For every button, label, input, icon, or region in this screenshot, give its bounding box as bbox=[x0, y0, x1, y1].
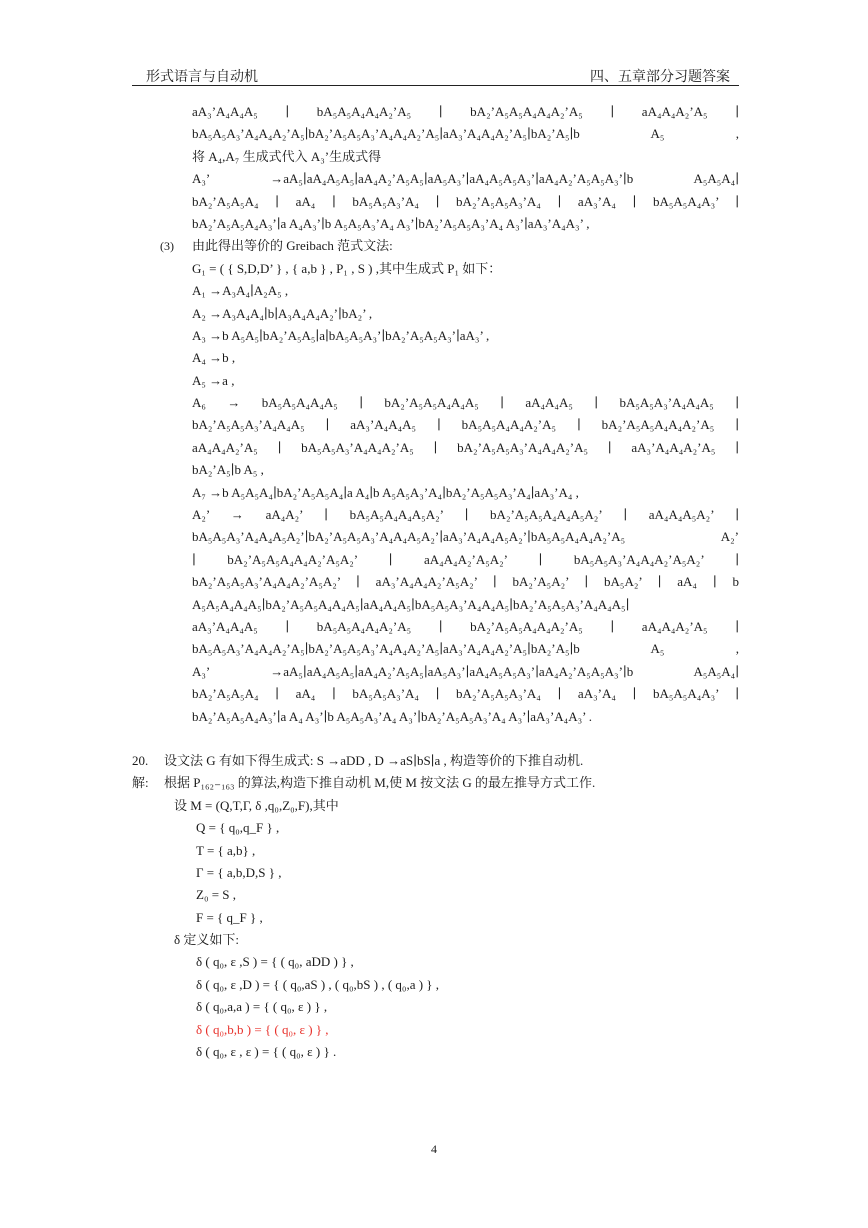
delta-line: δ ( q₀, ε ,S ) = { ( q₀, aDD ) } , bbox=[196, 954, 354, 970]
production-line: aA₃’A₄A₄A₅ ∣ bA₅A₅A₄A₄A₂’A₅ ∣ bA₂’A₅A₅A₄A₄A₂’A₅ ∣ aA₄A₄A₂’A₅ ∣ bbox=[192, 618, 739, 634]
production-line: A₅A₅A₄A₄A₅∣bA₂’A₅A₅A₄A₄A₅∣aA₄A₄A₅∣bA₅A₅A₃’A₄A₄A₅∣bA₂’A₅A₅A₃’A₄A₄A₅∣ bbox=[192, 596, 630, 612]
production-line: A₂’ → aA₄A₂’ ∣ bA₅A₅A₄A₄A₅A₂’ ∣ bA₂’A₅A₅A₄A₄A₅A₂’ ∣ aA₄A₄A₅A₂’ ∣ bbox=[192, 507, 739, 523]
problem-number: 20. bbox=[132, 752, 149, 768]
item-number: (3) bbox=[160, 239, 174, 254]
production-line: bA₅A₅A₃’A₄A₄A₂’A₅∣bA₂’A₅A₅A₃’A₄A₄A₂’A₅∣aA₃’A₄A₄A₂’A₅∣bA₂’A₅∣b A₅ , bbox=[192, 126, 739, 142]
delta-intro: δ 定义如下: bbox=[174, 932, 239, 948]
header-rule bbox=[132, 85, 739, 86]
production-line: bA₂’A₅A₅A₄ ∣ aA₄ ∣ bA₅A₅A₃’A₄ ∣ bA₂’A₅A₅A₃’A₄ ∣ aA₃’A₄ ∣ bA₅A₅A₄A₃’ ∣ bbox=[192, 686, 739, 702]
production-line: bA₂’A₅A₅A₄A₃’∣a A₄A₃’∣b A₅A₅A₃’A₄ A₃’∣bA₂’A₅A₅A₃’A₄ A₃’∣aA₃’A₄A₃’ , bbox=[192, 215, 590, 231]
production-line: bA₂’A₅A₅A₄A₃’∣a A₄ A₃’∣b A₅A₅A₃’A₄ A₃’∣bA₂’A₅A₅A₃’A₄ A₃’∣aA₃’A₄A₃’ . bbox=[192, 708, 592, 724]
production-line: A₆ → bA₅A₅A₄A₄A₅ ∣ bA₂’A₅A₅A₄A₄A₅ ∣ aA₄A₄A₅ ∣ bA₅A₅A₃’A₄A₄A₅ ∣ bbox=[192, 395, 739, 411]
header-right: 四、五章部分习题答案 bbox=[590, 70, 730, 85]
production-line: A₃’ →aA₅∣aA₄A₅A₅∣aA₄A₂’A₅A₅∣aA₅A₃’∣aA₄A₅A₅A₃’∣aA₄A₂’A₅A₅A₃’∣b A₅A₅A₄∣ bbox=[192, 171, 739, 187]
production-line: bA₂’A₅A₅A₃’A₄A₄A₂’A₅A₂’ ∣ aA₃’A₄A₄A₂’A₅A₂’ ∣ bA₂’A₅A₂’ ∣ bA₅A₂’ ∣ aA₄ ∣ b bbox=[192, 574, 739, 590]
delta-line-highlighted: δ ( q₀,b,b ) = { ( q₀, ε ) } , bbox=[196, 1021, 329, 1037]
page-content bbox=[132, 101, 739, 1063]
pda-set-line: F = { q_F } , bbox=[196, 909, 263, 925]
header-left: 形式语言与自动机 bbox=[146, 70, 258, 85]
production-line: bA₂’A₅A₅A₄ ∣ aA₄ ∣ bA₅A₅A₃’A₄ ∣ bA₂’A₅A₅A₃’A₄ ∣ aA₃’A₄ ∣ bA₅A₅A₄A₃’ ∣ bbox=[192, 193, 739, 209]
production-line: A₂ →A₃A₄A₄∣b∣A₃A₄A₄A₂’∣bA₂’ , bbox=[192, 305, 373, 321]
delta-line: δ ( q₀,a,a ) = { ( q₀, ε ) } , bbox=[196, 999, 328, 1015]
solution-label: 解: bbox=[132, 775, 149, 791]
pda-set-line: Q = { q₀,q_F } , bbox=[196, 820, 280, 836]
production-line: A₅ →a , bbox=[192, 372, 235, 388]
production-line: aA₃’A₄A₄A₅ ∣ bA₅A₅A₄A₄A₂’A₅ ∣ bA₂’A₅A₅A₄A₄A₂’A₅ ∣ aA₄A₄A₂’A₅ ∣ bbox=[192, 104, 739, 119]
production-line: A₄ →b , bbox=[192, 350, 236, 366]
production-line: bA₅A₅A₃’A₄A₄A₂’A₅∣bA₂’A₅A₅A₃’A₄A₄A₂’A₅∣aA₃’A₄A₄A₂’A₅∣bA₂’A₅∣b A₅ , bbox=[192, 641, 739, 657]
delta-line: δ ( q₀, ε ,D ) = { ( q₀,aS ) , ( q₀,bS ) , ( q₀,a ) } , bbox=[196, 976, 440, 992]
pda-set-line: Z₀ = S , bbox=[196, 887, 237, 903]
production-line: A₁ →A₃A₄∣A₂A₅ , bbox=[192, 283, 289, 299]
production-line: bA₂’A₅A₅A₃’A₄A₄A₅ ∣ aA₃’A₄A₄A₅ ∣ bA₅A₅A₄A₄A₂’A₅ ∣ bA₂’A₅A₅A₄A₄A₂’A₅ ∣ bbox=[192, 417, 739, 433]
production-line: bA₅A₅A₃’A₄A₄A₅A₂’∣bA₂’A₅A₅A₃’A₄A₄A₅A₂’∣aA₃’A₄A₄A₅A₂’∣bA₅A₅A₄A₄A₂’A₅ A₂’ bbox=[192, 529, 739, 545]
production-line: bA₂’A₅∣b A₅ , bbox=[192, 462, 264, 478]
production-line: A₃ →b A₅A₅∣bA₂’A₅A₅∣a∣bA₅A₅A₃’∣bA₂’A₅A₅A₃’∣aA₃’ , bbox=[192, 327, 490, 343]
pda-set-line: Γ = { a,b,D,S } , bbox=[196, 864, 282, 880]
delta-line: δ ( q₀, ε , ε ) = { ( q₀, ε ) } . bbox=[196, 1044, 337, 1060]
solution-intro: 解: 根据 P₁₆₂₋₁₆₃ 的算法,构造下推自动机 M,使 M 按文法 G 的最左推导方式工作. bbox=[132, 772, 739, 794]
text-line: 将 A₄,A₇ 生成式代入 A₃’生成式得 bbox=[192, 148, 382, 164]
problem-20-question: 20. 设文法 G 有如下得生成式: S →aDD , D →aS∣bS∣a , 构造等价的下推自动机. bbox=[132, 750, 739, 772]
production-line: A₇ →b A₅A₅A₄∣bA₂’A₅A₅A₄∣a A₄∣b A₅A₅A₃’A₄∣bA₂’A₅A₅A₃’A₄∣aA₃’A₄ , bbox=[192, 484, 579, 500]
production-line: aA₄A₄A₂’A₅ ∣ bA₅A₅A₃’A₄A₄A₂’A₅ ∣ bA₂’A₅A₅A₃’A₄A₄A₂’A₅ ∣ aA₃’A₄A₄A₂’A₅ ∣ bbox=[192, 439, 739, 455]
production-line: ∣ bA₂’A₅A₅A₄A₄A₂’A₅A₂’ ∣ aA₄A₄A₂’A₅A₂’ ∣ bA₅A₅A₃’A₄A₄A₂’A₅A₂’ ∣ bbox=[192, 551, 739, 567]
pda-set-line: T = { a,b} , bbox=[196, 842, 256, 858]
grammar-definition: G₁ = ( { S,D,D’ } , { a,b } , P₁ , S ) ,其中生成式 P₁ 如下： bbox=[192, 260, 502, 276]
pda-definition: 设 M = (Q,T,Γ, δ ,q₀,Z₀,F),其中 bbox=[174, 797, 339, 813]
page-number: 4 bbox=[431, 1142, 437, 1156]
item-3-intro: (3) 由此得出等价的 Greibach 范式文法: bbox=[132, 235, 739, 257]
production-line: A₃’ →aA₅∣aA₄A₅A₅∣aA₄A₂’A₅A₅∣aA₅A₃’∣aA₄A₅A₅A₃’∣aA₄A₂’A₅A₅A₃’∣b A₅A₅A₄∣ bbox=[192, 663, 739, 679]
